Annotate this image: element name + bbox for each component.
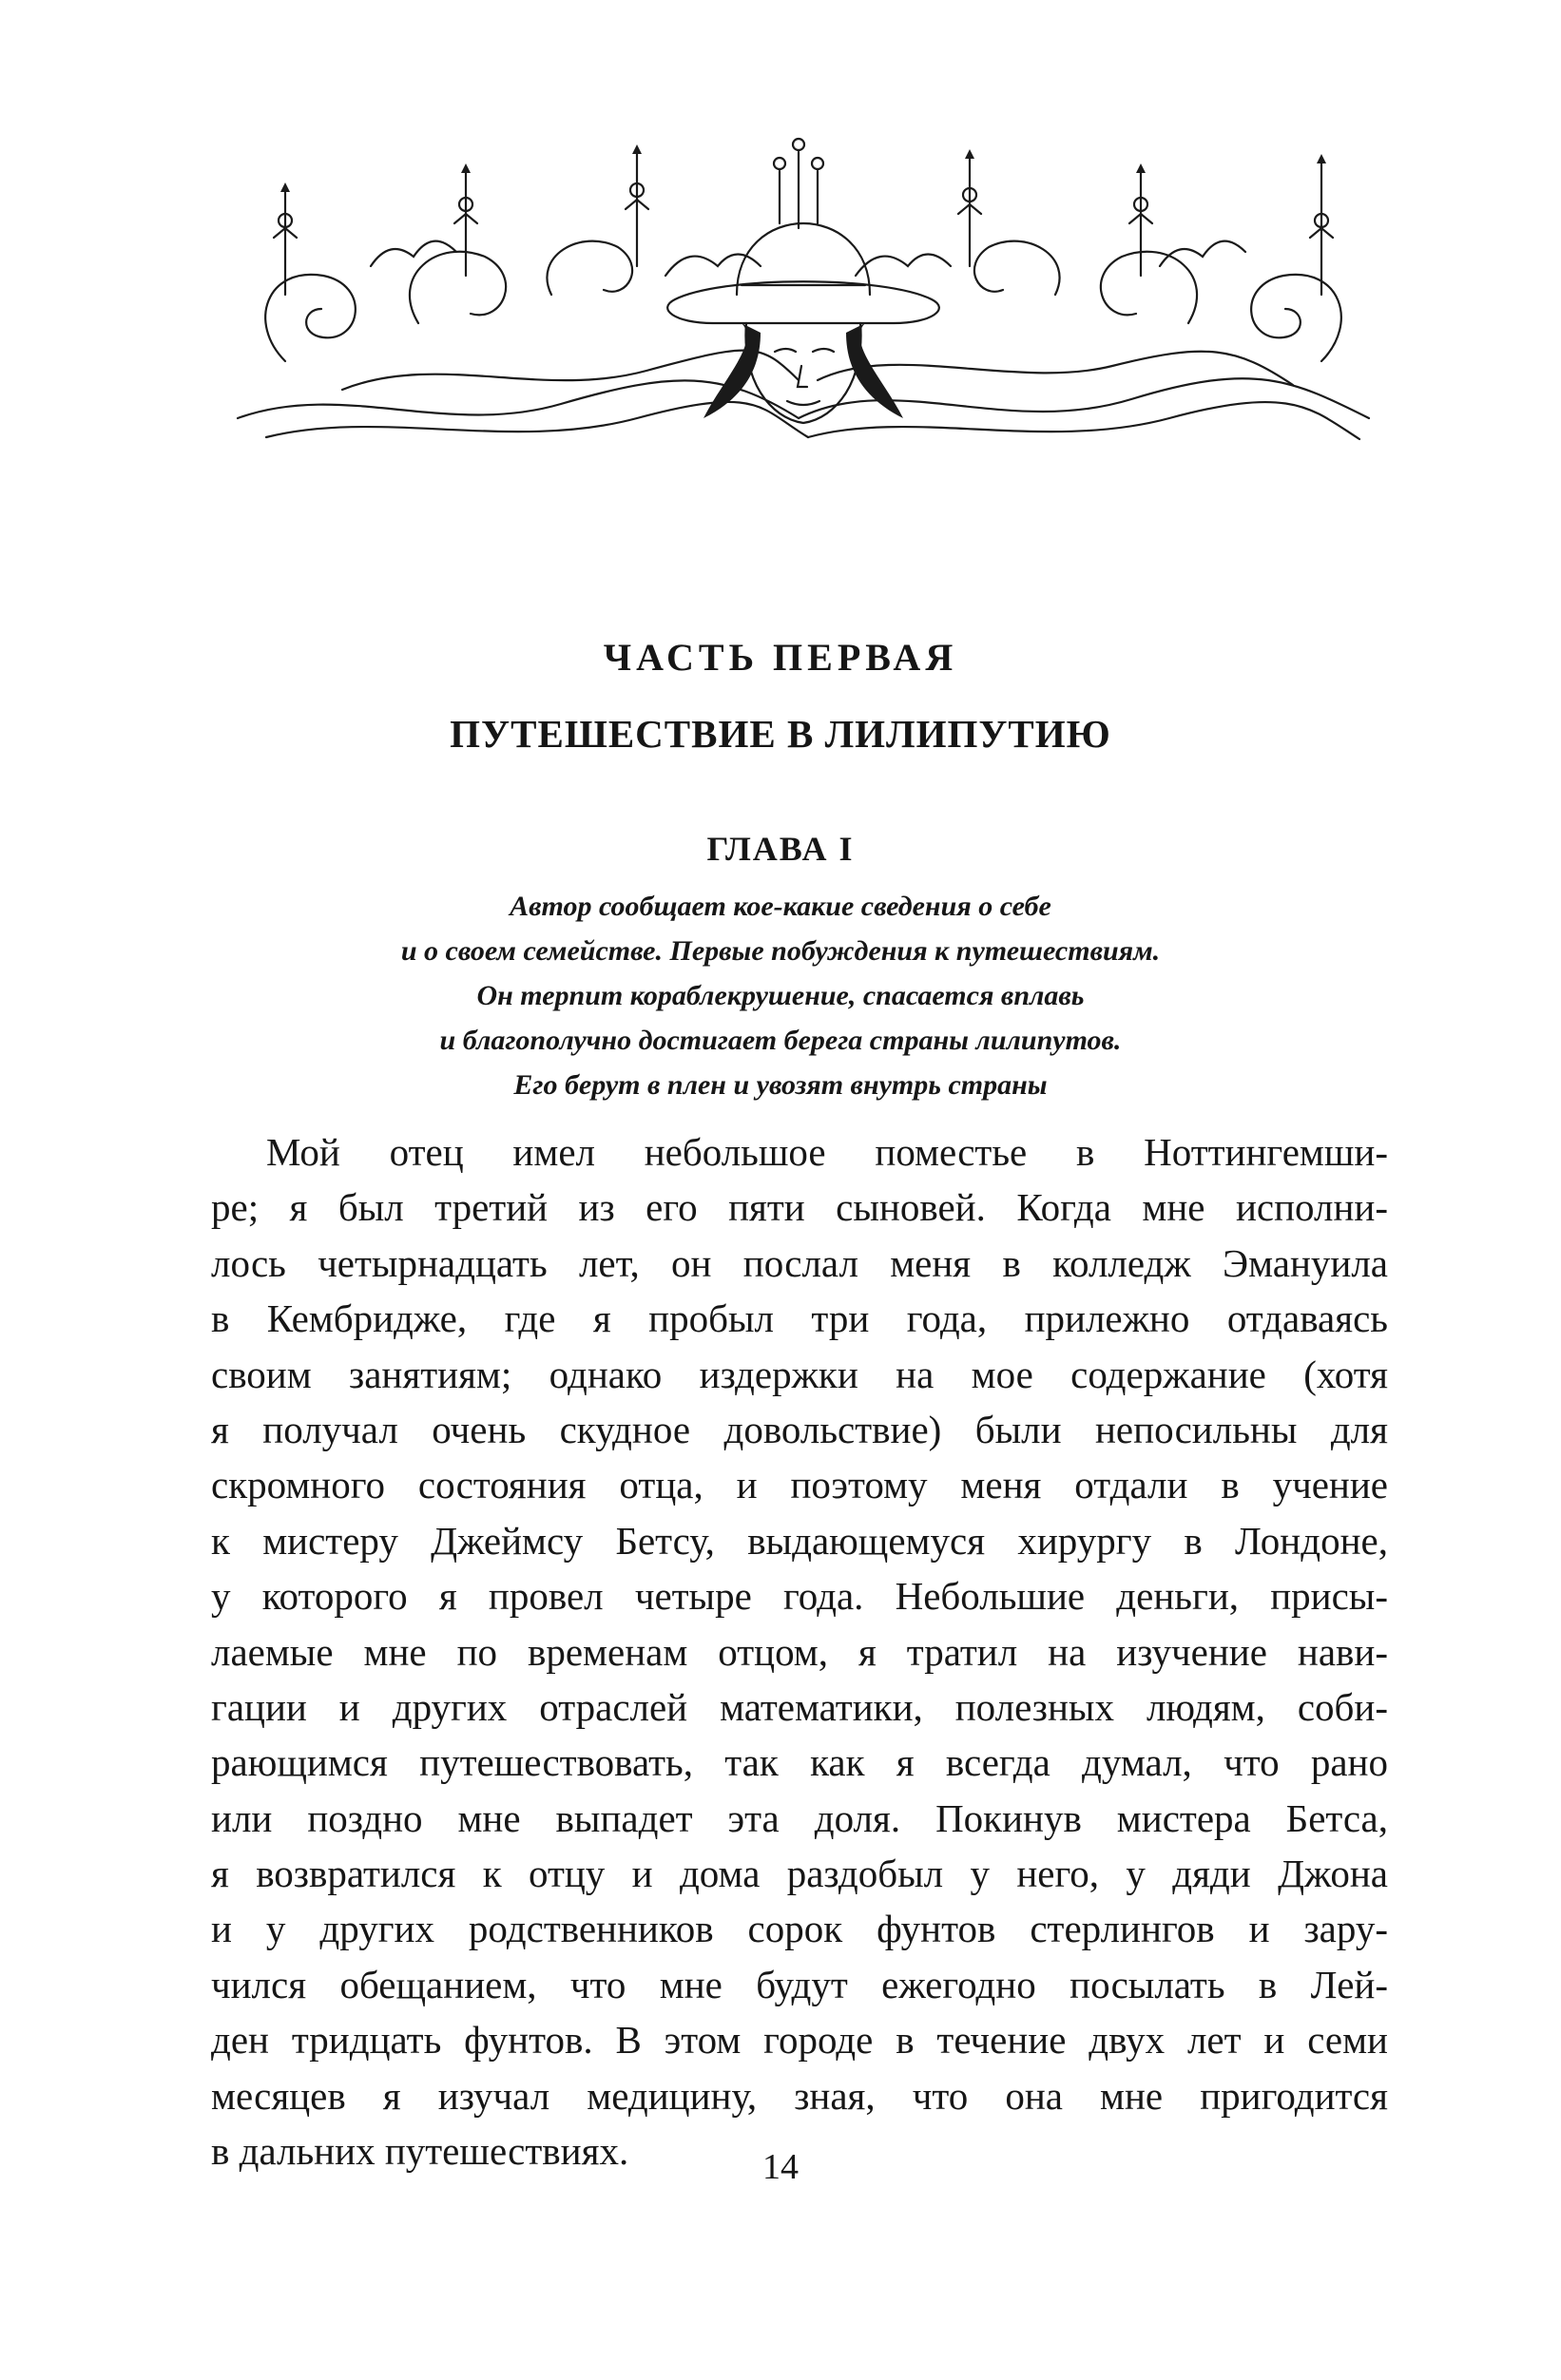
text-line: лаемые мне по временам отцом, я тратил на изучение нави- — [211, 1629, 1388, 1674]
text-line: месяцев я изучал медицину, зная, что она мне пригодится — [211, 2073, 1388, 2118]
chapter-title: ГЛАВА I — [706, 830, 855, 868]
synopsis-line: и благополучно достигает берега страны лилипутов. — [439, 1025, 1122, 1056]
text-line: у которого я провел четыре года. Небольшие деньги, присы- — [211, 1574, 1388, 1619]
text-line: гации и других отраслей математики, полезных людям, соби- — [211, 1684, 1388, 1729]
text-line: и у других родственников сорок фунтов стерлингов и зару- — [211, 1907, 1388, 1951]
synopsis-line: и о своем семействе. Первые побуждения к путешествиям. — [400, 935, 1161, 967]
part-label: ЧАСТЬ ПЕРВАЯ — [603, 636, 958, 679]
text-line: лось четырнадцать лет, он послал меня в колледж Эмануила — [211, 1240, 1388, 1285]
text-line: ден тридцать фунтов. В этом городе в течение двух лет и семи — [211, 2018, 1388, 2063]
text-line: я возвратился к отцу и дома раздобыл у него, у дяди Джона — [211, 1852, 1388, 1896]
chapter-synopsis — [190, 884, 1371, 1107]
text-line: ре; я был третий из его пяти сыновей. Когда мне исполни- — [211, 1185, 1388, 1230]
text-line: или поздно мне выпадет эта доля. Покинув мистера Бетса, — [211, 1795, 1388, 1840]
part-title: ПУТЕШЕСТВИЕ В ЛИЛИПУТИЮ — [450, 712, 1111, 756]
body-paragraph — [211, 1124, 1388, 2178]
text-line: Мой отец имел небольшое поместье в Ноттингемши- — [266, 1130, 1388, 1174]
synopsis-line: Автор сообщает кое-какие сведения о себе — [510, 891, 1051, 922]
text-line: чился обещанием, что мне будут ежегодно посылать в Лей- — [211, 1962, 1388, 2006]
text-line: своим занятиям; однако издержки на мое содержание (хотя — [211, 1352, 1388, 1396]
decorative-headpiece-illustration — [228, 133, 1378, 456]
page-number: 14 — [762, 2147, 799, 2187]
text-line: в дальних путешествиях. — [211, 2129, 629, 2174]
text-line: скромного состояния отца, и поэтому меня отдали в учение — [211, 1463, 1388, 1507]
text-line: я получал очень скудное довольствие) были непосильны для — [211, 1407, 1388, 1451]
text-line: в Кембридже, где я пробыл три года, прилежно отдаваясь — [211, 1296, 1388, 1341]
synopsis-line: Его берут в плен и увозят внутрь страны — [513, 1069, 1048, 1101]
synopsis-line: Он терпит кораблекрушение, спасается вплавь — [476, 980, 1085, 1011]
text-line: к мистеру Джеймсу Бетсу, выдающемуся хирургу в Лондоне, — [211, 1518, 1388, 1563]
text-line: рающимся путешествовать, так как я всегда думал, что рано — [211, 1740, 1388, 1785]
